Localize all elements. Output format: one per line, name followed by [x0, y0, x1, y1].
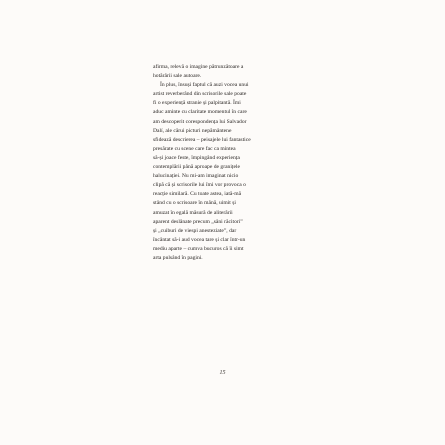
- page-number: 15: [219, 370, 226, 376]
- text-line: aduc aminte cu claritate momentul în care: [153, 109, 247, 116]
- text-line: hotărârii sale autoare.: [153, 73, 202, 80]
- text-line: să-și joace feste, împingând experiența: [153, 154, 240, 161]
- paragraph-continued: [153, 63, 285, 81]
- text-line: am descoperit corespondența lui Salvador: [153, 118, 247, 125]
- text-line: contemplării până aproape de granițele: [153, 164, 240, 171]
- text-line: amuzat în egală măsură de aliterării: [153, 209, 233, 216]
- text-line: sfidează descrierea – peisajele lui fantastice: [153, 136, 251, 143]
- text-line: stând cu o scrisoare în mână, uimit și: [153, 200, 236, 207]
- text-line: și „cuiburi de viespi anesteziate”, dar: [153, 227, 237, 234]
- text-line: clipă că și scrisorile lui îmi vor provoca o: [153, 182, 246, 189]
- text-line: arta pulsând în pagini.: [153, 254, 203, 261]
- text-line: halucinației. Nu mi-am imaginat nicio: [153, 173, 239, 180]
- paragraph: [153, 81, 285, 263]
- text-line: afirma, relevă o imagine pătrunzătoare a: [153, 64, 244, 70]
- text-line: încântat să-i aud vocea tare și clar într-un: [153, 236, 246, 243]
- text-line: artist reverberând din scrisorile sale poate: [153, 91, 247, 98]
- text-line: fi o experiență stranie și palpitantă. Îmi: [153, 100, 241, 107]
- text-line: aparent deslânate precum „sâni răcitori”: [153, 218, 243, 225]
- body-text: [153, 63, 285, 263]
- text-line: Dalí, ale cărui picturi nepământene: [153, 127, 232, 134]
- text-line: În plus, însuși faptul că auzi vocea unui: [160, 82, 249, 89]
- text-line: reacție similară. Cu toate astea, iată-mă: [153, 191, 242, 198]
- text-line: presărate cu scene care fac ca mintea: [153, 145, 236, 152]
- text-line: mediu aparte – cumva bucuros că îi simt: [153, 245, 244, 252]
